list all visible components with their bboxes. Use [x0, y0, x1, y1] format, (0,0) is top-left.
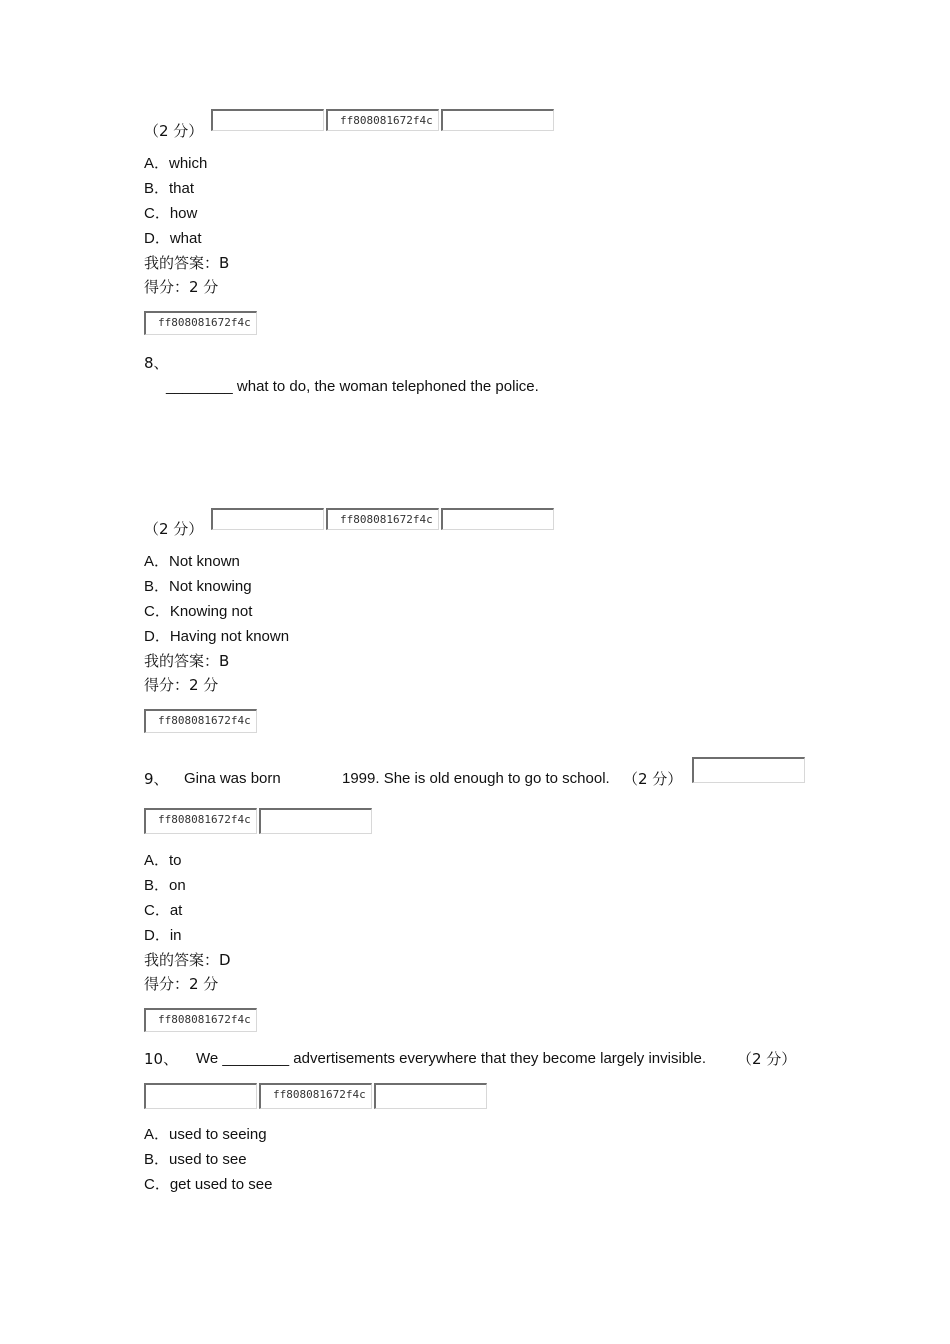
- q7-option-c[interactable]: C．how: [144, 205, 198, 222]
- q9-points: （2 分）: [623, 770, 683, 788]
- q8-score: 得分：2 分: [144, 676, 219, 694]
- q8-option-b[interactable]: B．Not knowing: [144, 578, 252, 595]
- q7-option-b[interactable]: B．that: [144, 180, 195, 197]
- q8-token-field[interactable]: ff808081672f4c: [144, 709, 257, 733]
- q8-input-1[interactable]: [211, 508, 324, 530]
- q7-option-a[interactable]: A．which: [144, 155, 208, 172]
- q8-input-3[interactable]: [441, 508, 554, 530]
- q9-option-d[interactable]: D．in: [144, 927, 182, 944]
- q9-option-b[interactable]: B．on: [144, 877, 186, 894]
- q10-prompt: We ________ advertisements everywhere that they become largely invisible.: [196, 1050, 706, 1067]
- q9-score: 得分：2 分: [144, 975, 219, 993]
- q9-input-1[interactable]: [692, 757, 805, 783]
- q10-input-2[interactable]: ff808081672f4c: [259, 1083, 372, 1109]
- q8-number: 8、: [144, 354, 169, 372]
- q10-option-b[interactable]: B．used to see: [144, 1151, 247, 1168]
- q8-input-2[interactable]: ff808081672f4c: [326, 508, 439, 530]
- q10-option-c[interactable]: C．get used to see: [144, 1176, 273, 1193]
- q7-points: （2 分）: [144, 122, 204, 140]
- q8-option-c[interactable]: C．Knowing not: [144, 603, 253, 620]
- q9-option-a[interactable]: A．to: [144, 852, 182, 869]
- q10-number: 10、: [144, 1050, 179, 1068]
- q9-prompt-end: 1999. She is old enough to go to school.: [342, 770, 610, 787]
- q8-prompt: ________ what to do, the woman telephoned the police.: [166, 378, 539, 395]
- q7-score: 得分：2 分: [144, 278, 219, 296]
- q7-input-3[interactable]: [441, 109, 554, 131]
- q9-input-2[interactable]: ff808081672f4c: [144, 808, 257, 834]
- q8-option-a[interactable]: A．Not known: [144, 553, 240, 570]
- q7-input-2[interactable]: ff808081672f4c: [326, 109, 439, 131]
- q9-prompt-start: Gina was born: [184, 770, 281, 787]
- q9-input-3[interactable]: [259, 808, 372, 834]
- q9-token-field[interactable]: ff808081672f4c: [144, 1008, 257, 1032]
- q7-my-answer: 我的答案：B: [144, 254, 230, 272]
- q9-number: 9、: [144, 770, 169, 788]
- q8-option-d[interactable]: D．Having not known: [144, 628, 290, 645]
- q10-input-3[interactable]: [374, 1083, 487, 1109]
- q7-option-d[interactable]: D．what: [144, 230, 202, 247]
- q7-input-1[interactable]: [211, 109, 324, 131]
- q10-input-1[interactable]: [144, 1083, 257, 1109]
- q10-option-a[interactable]: A．used to seeing: [144, 1126, 267, 1143]
- q8-points: （2 分）: [144, 520, 204, 538]
- q9-option-c[interactable]: C．at: [144, 902, 183, 919]
- q7-token-field[interactable]: ff808081672f4c: [144, 311, 257, 335]
- q9-my-answer: 我的答案：D: [144, 951, 231, 969]
- q10-points: （2 分）: [737, 1050, 797, 1068]
- q8-my-answer: 我的答案：B: [144, 652, 230, 670]
